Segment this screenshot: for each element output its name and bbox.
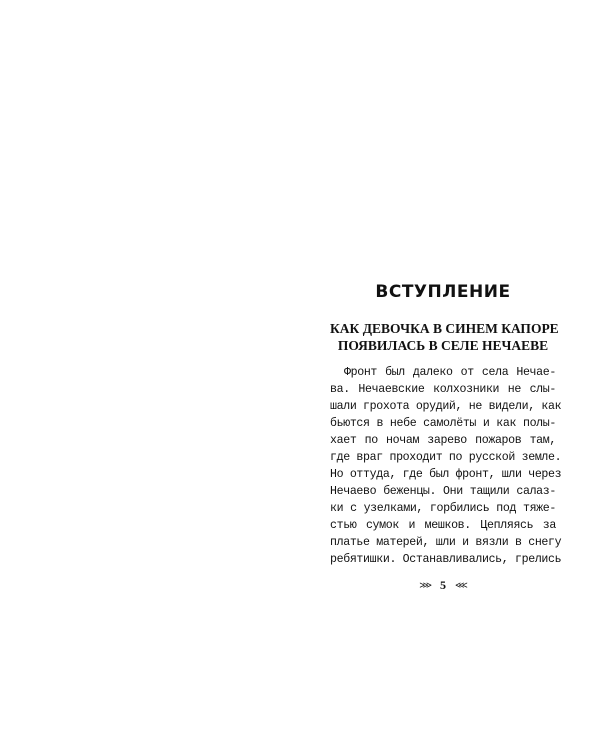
chapter-title [330,320,559,354]
body-text [330,364,562,568]
text-line: стью сумок и мешков. Цепляясь за [330,519,556,532]
text-line: где враг проходит по русской земле. [330,451,562,464]
chapter-title-line: ПОЯВИЛАСЬ В СЕЛЕ НЕЧАЕВЕ [337,338,549,353]
text-column [330,278,562,593]
text-line: бьются в небе самолёты и как полы- [330,417,556,430]
page-folio [330,577,556,593]
section-title: ВСТУПЛЕНИЕ [375,282,511,302]
page-number: 5 [440,578,446,592]
text-line: шали грохота орудий, не видели, как [330,400,562,413]
folio-left-ornament-icon: ⋙ [419,580,431,590]
text-line: ребятишки. Останавливались, грелись [330,553,562,566]
text-line: ва. Нечаевские колхозники не слы- [330,383,556,396]
text-line: платье матерей, шли и вязли в снегу [330,536,562,549]
text-line: Но оттуда, где был фронт, шли через [330,468,562,481]
folio-right-ornament-icon: ⋘ [455,580,467,590]
chapter-title-line: КАК ДЕВОЧКА В СИНЕМ КАПОРЕ [330,321,559,336]
text-line: Фронт был далеко от села Нечае- [344,366,556,379]
text-line: Нечаево беженцы. Они тащили салаз- [330,485,556,498]
text-line: ки с узелками, горбились под тяже- [330,502,556,515]
text-line: хает по ночам зарево пожаров там, [330,434,556,447]
